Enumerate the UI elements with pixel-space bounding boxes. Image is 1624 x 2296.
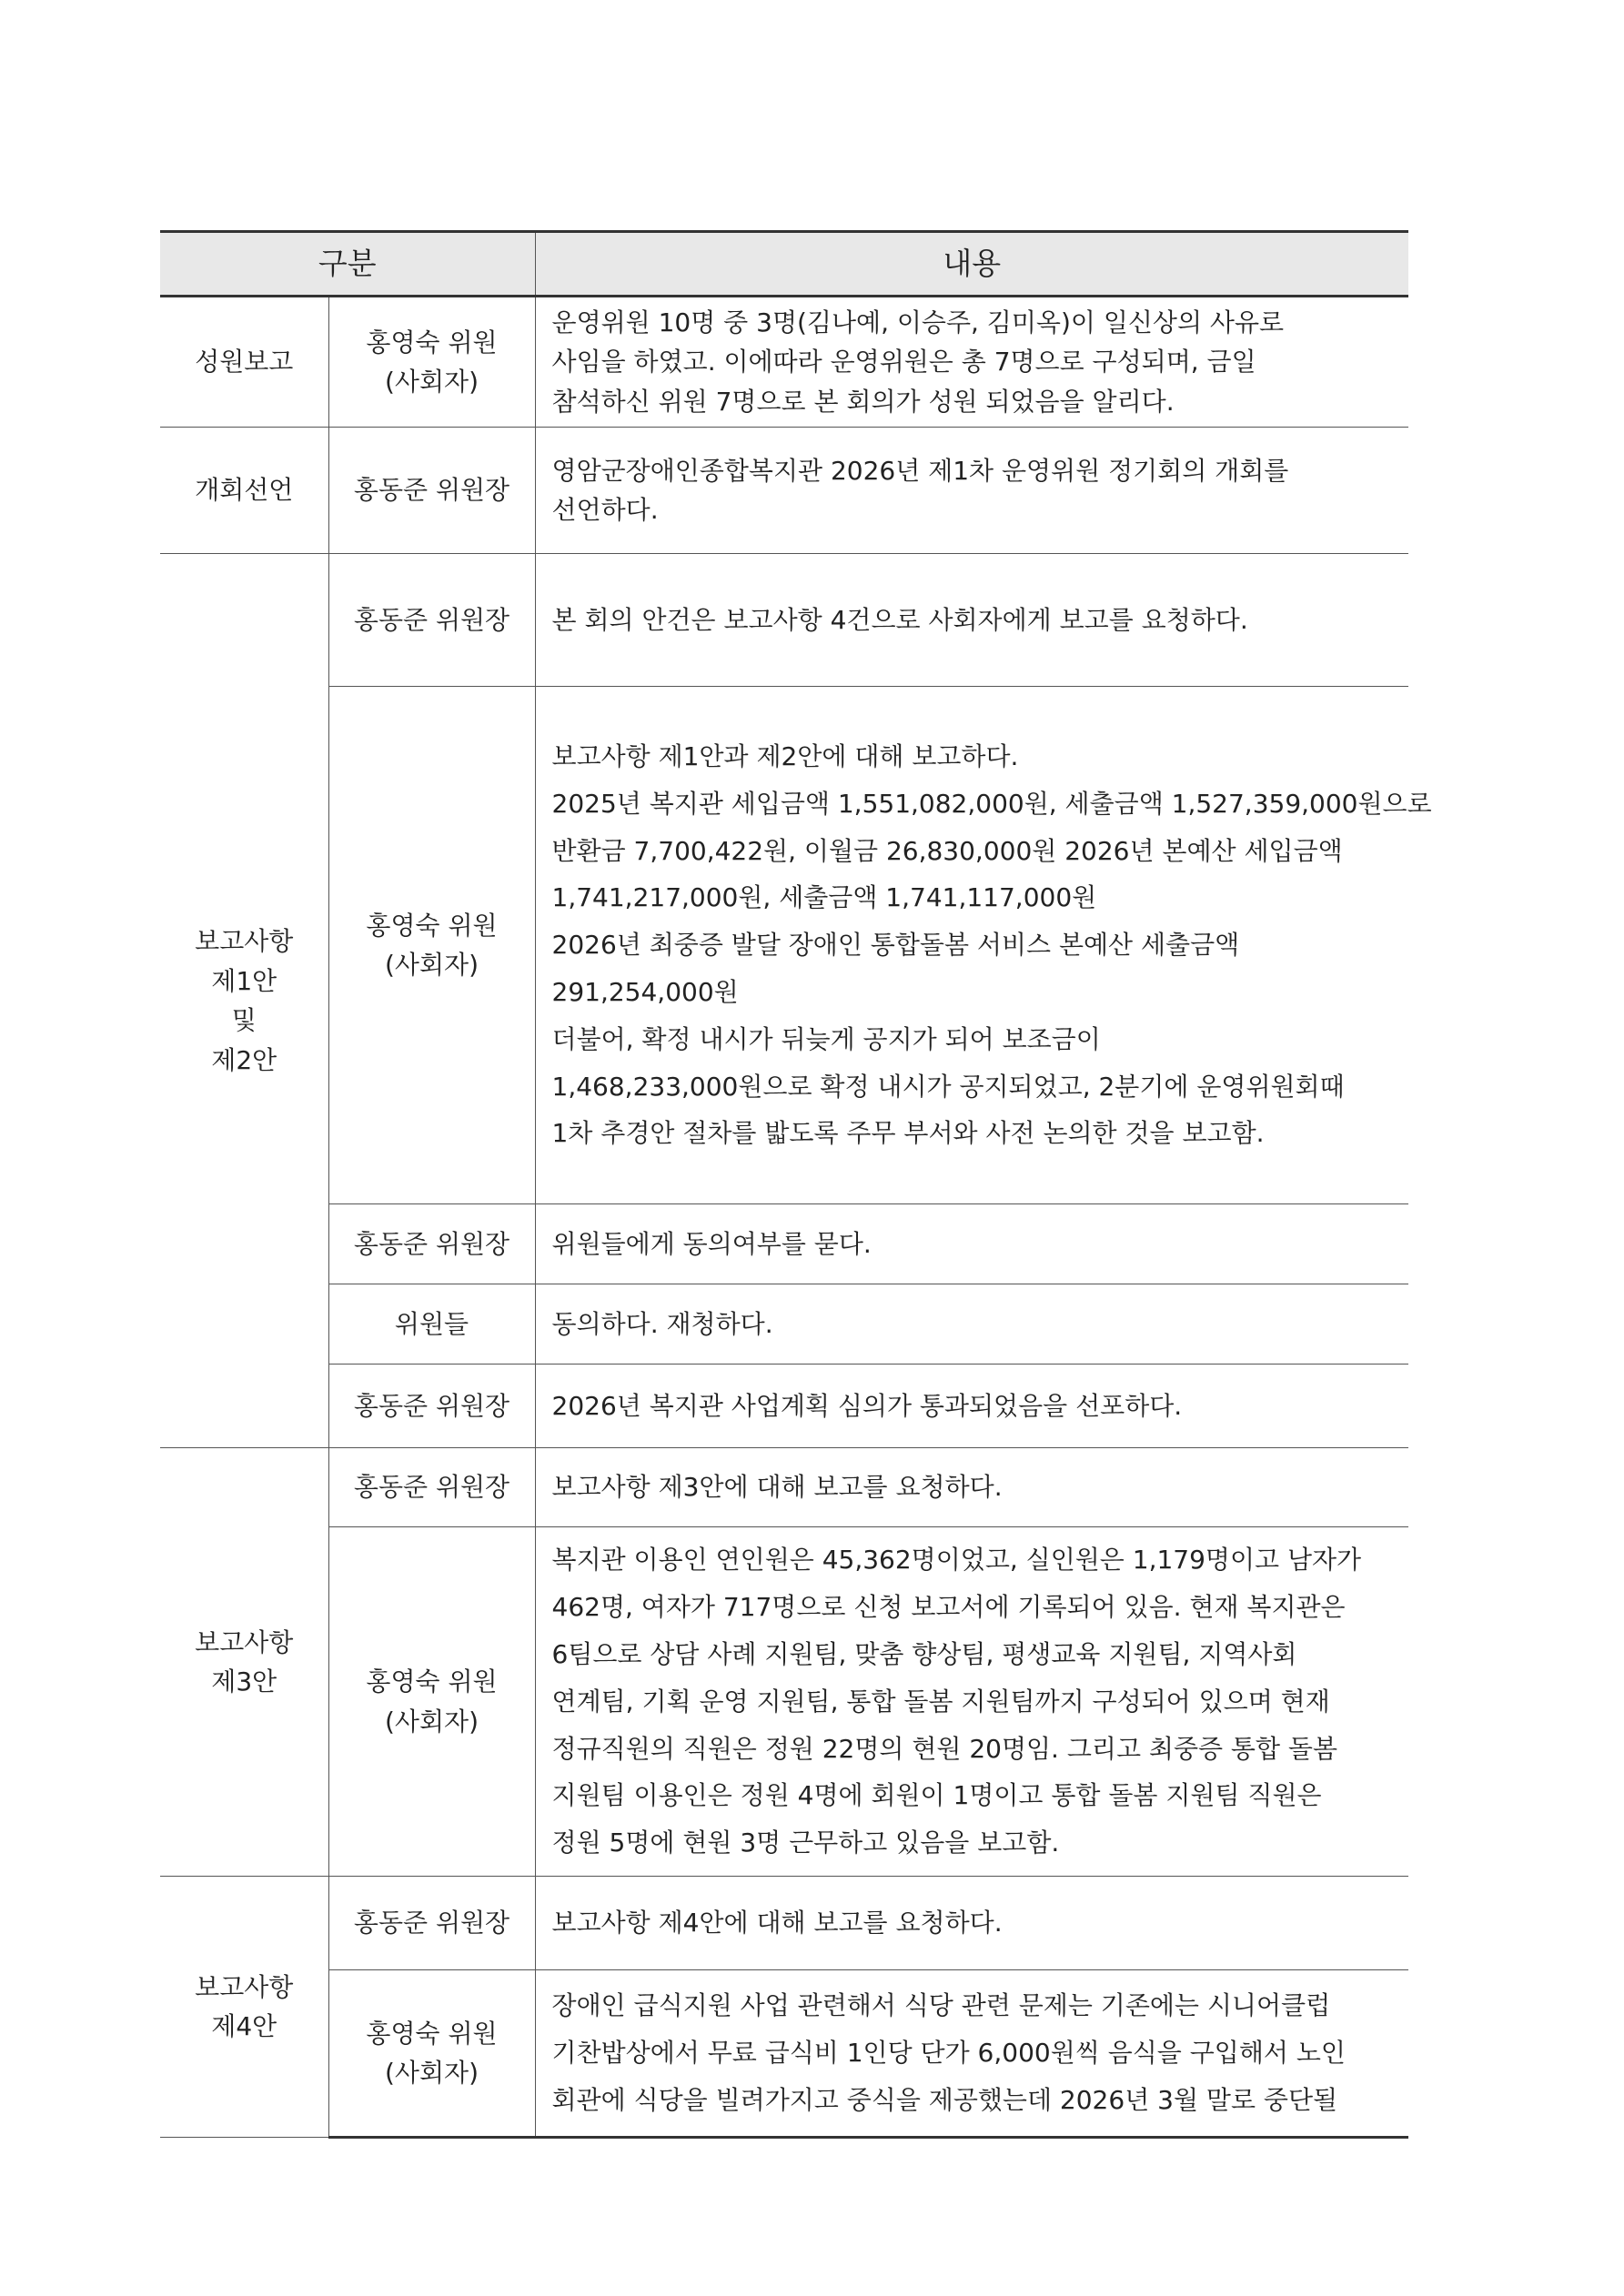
content-line: 사임을 하였고. 이에따라 운영위원은 총 7명으로 구성되며, 금일	[551, 347, 1256, 378]
content-line: 선언하다.	[551, 495, 659, 526]
section-title-quorum: 성원보고	[160, 297, 328, 428]
speaker-cell	[328, 687, 535, 1204]
speaker-cell: 홍동준 위원장	[328, 1877, 535, 1970]
section-title-report-4	[160, 1877, 328, 2138]
content-line: 1,741,217,000원, 세출금액 1,741,117,000원	[551, 882, 1097, 913]
content-cell: 2026년 복지관 사업계획 심의가 통과되었음을 선포하다.	[535, 1365, 1408, 1448]
table-row	[160, 554, 1408, 687]
header-category: 구분	[160, 232, 535, 297]
section-title-report-3	[160, 1448, 328, 1877]
section-title-line: 보고사항	[195, 1626, 294, 1657]
speaker-name: 홍영숙 위원	[366, 2018, 498, 2049]
section-title-line: 제3안	[211, 1667, 277, 1697]
content-line: 반환금 7,700,422원, 이월금 26,830,000원 2026년 본예산 세입금액	[551, 835, 1343, 866]
section-title-line: 제1안	[211, 965, 277, 996]
section-title-line: 및	[231, 1005, 257, 1036]
content-line: 291,254,000원	[551, 977, 739, 1008]
content-line: 영암군장애인종합복지관 2026년 제1차 운영위원 정기회의 개회를	[551, 455, 1289, 486]
content-cell: 본 회의 안건은 보고사항 4건으로 사회자에게 보고를 요청하다.	[535, 554, 1408, 687]
speaker-name: 홍영숙 위원	[366, 327, 498, 357]
speaker-cell: 홍동준 위원장	[328, 1365, 535, 1448]
content-line: 2026년 최중증 발달 장애인 통합돌봄 서비스 본예산 세출금액	[551, 930, 1240, 961]
content-cell	[535, 428, 1408, 554]
table-row	[160, 1970, 1408, 2138]
content-cell: 위원들에게 동의여부를 묻다.	[535, 1204, 1408, 1284]
content-line: 기찬밥상에서 무료 급식비 1인당 단가 6,000원씩 음식을 구입해서 노인	[551, 2038, 1346, 2069]
section-title-line: 제4안	[211, 2011, 277, 2042]
content-line: 1,468,233,000원으로 확정 내시가 공지되었고, 2분기에 운영위원회때	[551, 1071, 1345, 1102]
content-line: 지원팀 이용인은 정원 4명에 회원이 1명이고 통합 돌봄 지원팀 직원은	[551, 1780, 1322, 1811]
content-line: 1차 추경안 절차를 밟도록 주무 부서와 사전 논의한 것을 보고함.	[551, 1118, 1265, 1149]
section-title-report-1-2	[160, 554, 328, 1448]
table-row	[160, 1527, 1408, 1877]
speaker-role: (사회자)	[385, 2058, 479, 2089]
table-row	[160, 1204, 1408, 1284]
content-line: 보고사항 제1안과 제2안에 대해 보고하다.	[551, 741, 1019, 772]
content-line: 462명, 여자가 717명으로 신청 보고서에 기록되어 있음. 현재 복지관은	[551, 1592, 1346, 1623]
content-line: 운영위원 10명 중 3명(김나예, 이승주, 김미옥)이 일신상의 사유로	[551, 307, 1285, 337]
content-cell: 동의하다. 재청하다.	[535, 1284, 1408, 1365]
content-line: 정원 5명에 현원 3명 근무하고 있음을 보고함.	[551, 1828, 1060, 1858]
content-cell	[535, 1970, 1408, 2138]
table-row	[160, 297, 1408, 428]
content-line: 6팀으로 상담 사례 지원팀, 맞춤 향상팀, 평생교육 지원팀, 지역사회	[551, 1638, 1297, 1669]
speaker-role: (사회자)	[385, 367, 479, 398]
content-cell	[535, 297, 1408, 428]
speaker-cell: 위원들	[328, 1284, 535, 1365]
table-row	[160, 1284, 1408, 1365]
speaker-cell: 홍동준 위원장	[328, 1204, 535, 1284]
table-row	[160, 687, 1408, 1204]
speaker-cell	[328, 297, 535, 428]
content-line: 참석하신 위원 7명으로 본 회의가 성원 되었음을 알리다.	[551, 386, 1175, 417]
table-row	[160, 1877, 1408, 1970]
content-line: 회관에 식당을 빌려가지고 중식을 제공했는데 2026년 3월 말로 중단될	[551, 2085, 1338, 2116]
content-cell: 보고사항 제3안에 대해 보고를 요청하다.	[535, 1448, 1408, 1527]
speaker-name: 홍영숙 위원	[366, 910, 498, 941]
table-row	[160, 428, 1408, 554]
speaker-role: (사회자)	[385, 1706, 479, 1737]
section-title-line: 보고사항	[195, 926, 294, 957]
speaker-name: 홍영숙 위원	[366, 1667, 498, 1697]
content-line: 연계팀, 기획 운영 지원팀, 통합 돌봄 지원팀까지 구성되어 있으며 현재	[551, 1686, 1330, 1717]
speaker-cell	[328, 1527, 535, 1877]
table-row	[160, 1365, 1408, 1448]
content-line: 더불어, 확정 내시가 뒤늦게 공지가 되어 보조금이	[551, 1023, 1101, 1054]
content-line: 복지관 이용인 연인원은 45,362명이었고, 실인원은 1,179명이고 남자가	[551, 1545, 1362, 1576]
speaker-cell: 홍동준 위원장	[328, 428, 535, 554]
speaker-cell: 홍동준 위원장	[328, 554, 535, 687]
content-line: 장애인 급식지원 사업 관련해서 식당 관련 문제는 기존에는 시니어클럽	[551, 1990, 1331, 2021]
table-row	[160, 1448, 1408, 1527]
header-content: 내용	[535, 232, 1408, 297]
content-cell	[535, 1527, 1408, 1877]
content-line: 2025년 복지관 세입금액 1,551,082,000원, 세출금액 1,527,359,000원으로	[551, 788, 1432, 819]
table-header-row	[160, 232, 1408, 297]
section-title-line: 보고사항	[195, 1971, 294, 2002]
content-cell	[535, 687, 1432, 1204]
speaker-role: (사회자)	[385, 950, 479, 981]
content-cell: 보고사항 제4안에 대해 보고를 요청하다.	[535, 1877, 1408, 1970]
section-title-line: 제2안	[211, 1044, 277, 1075]
section-title-opening: 개회선언	[160, 428, 328, 554]
speaker-cell	[328, 1970, 535, 2138]
speaker-cell: 홍동준 위원장	[328, 1448, 535, 1527]
content-line: 정규직원의 직원은 정원 22명의 현원 20명임. 그리고 최중증 통합 돌봄	[551, 1733, 1338, 1764]
meeting-minutes-table	[160, 230, 1432, 2139]
